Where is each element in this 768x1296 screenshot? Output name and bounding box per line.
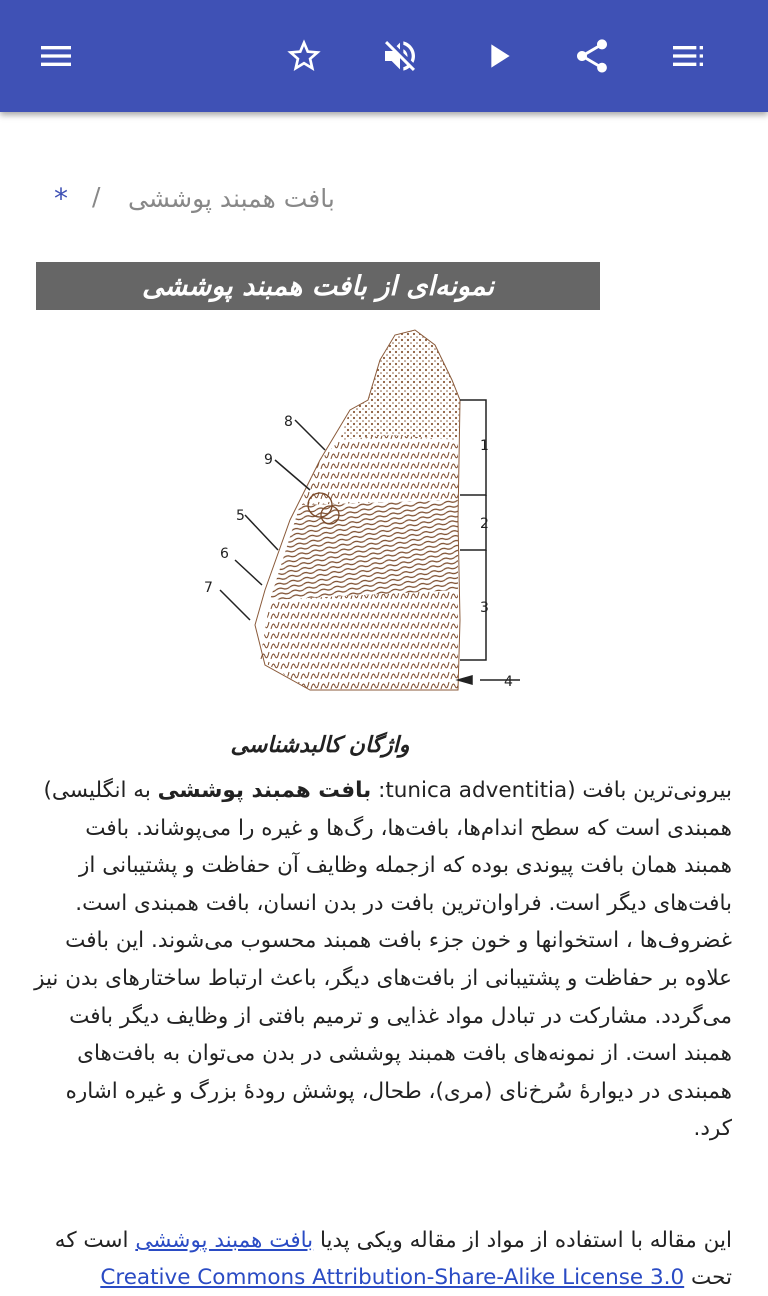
volume-off-icon	[380, 36, 420, 76]
breadcrumb-separator: /	[92, 182, 101, 211]
menu-icon	[36, 36, 76, 76]
article-subject-bold: بافت همبند پوششی	[157, 778, 372, 803]
article-text: به انگلیسی) همبندی است که سطح اندام‌ها، بافت‌ها، رگ‌ها و غیره را می‌پوشاند. بافت همبند همان بافت پیوندی بوده که ازجمله وظایف آن حفاظت و پشتیبانی از بافت‌های دیگر است. فراوان‌ترین بافت در بدن انسان، بافت همبندی است. غضروف‌ها ، استخوانها و خون جزء بافت همبند محسوب می‌شوند. این بافت علاوه بر حفاظت و پشتیبانی از بافت‌های دیگر، باعث ارتباط ساختارهای بدن نیز می‌گردد. مشارکت در تبادل مواد غذایی و ترمیم بافتی از وظایف دیگر بافت همبند است. از نمونه‌های بافت همبند پوششی در بدن می‌توان به بافت‌های همبندی در دیوارهٔ سُرخ‌نای (مری)، طحال، پوشش رودهٔ بزرگ و غیره اشاره کرد.	[34, 778, 732, 1142]
list-icon	[668, 36, 708, 76]
breadcrumb	[50, 178, 730, 222]
intro-text: بیرونی‌ترین بافت (	[567, 778, 732, 803]
breadcrumb-root-link[interactable]: *	[54, 182, 68, 215]
menu-button[interactable]	[28, 28, 84, 84]
infobox-caption: واژگان کالبدشناسی	[230, 733, 410, 758]
article-paragraph	[32, 772, 732, 1148]
star-outline-icon	[284, 36, 324, 76]
article-body	[32, 772, 732, 1148]
share-button[interactable]	[564, 28, 620, 84]
attribution-text-middle: است که تحت	[54, 1228, 732, 1290]
svg-text:5: 5	[236, 508, 245, 524]
share-icon	[572, 36, 612, 76]
svg-text:9: 9	[264, 452, 273, 468]
svg-text:8: 8	[284, 414, 293, 430]
intro-latin-term: tunica adventitia	[385, 778, 568, 803]
svg-text:3: 3	[480, 600, 489, 616]
svg-text:7: 7	[204, 580, 213, 596]
svg-text:1: 1	[480, 438, 489, 454]
favorite-button[interactable]	[276, 28, 332, 84]
breadcrumb-current-page: بافت همبند پوششی	[128, 184, 335, 213]
table-of-contents-button[interactable]	[660, 28, 716, 84]
svg-text:2: 2	[480, 516, 489, 532]
tissue-illustration	[190, 320, 530, 700]
attribution-footer	[32, 1222, 732, 1296]
play-button[interactable]	[470, 28, 526, 84]
mute-button[interactable]	[372, 28, 428, 84]
app-toolbar	[0, 0, 768, 112]
attribution-text: این مقاله با استفاده از مواد از مقاله ویکی پدیا	[313, 1228, 732, 1253]
intro-colon: :	[371, 778, 386, 803]
svg-text:6: 6	[220, 546, 229, 562]
license-link[interactable]: Creative Commons Attribution-Share-Alike License 3.0	[100, 1265, 685, 1290]
svg-text:4: 4	[504, 674, 513, 690]
infobox-title: نمونه‌ای از بافت همبند پوششی	[36, 262, 600, 310]
play-icon	[478, 36, 518, 76]
wikipedia-article-link[interactable]: بافت همبند پوششی	[135, 1228, 314, 1253]
